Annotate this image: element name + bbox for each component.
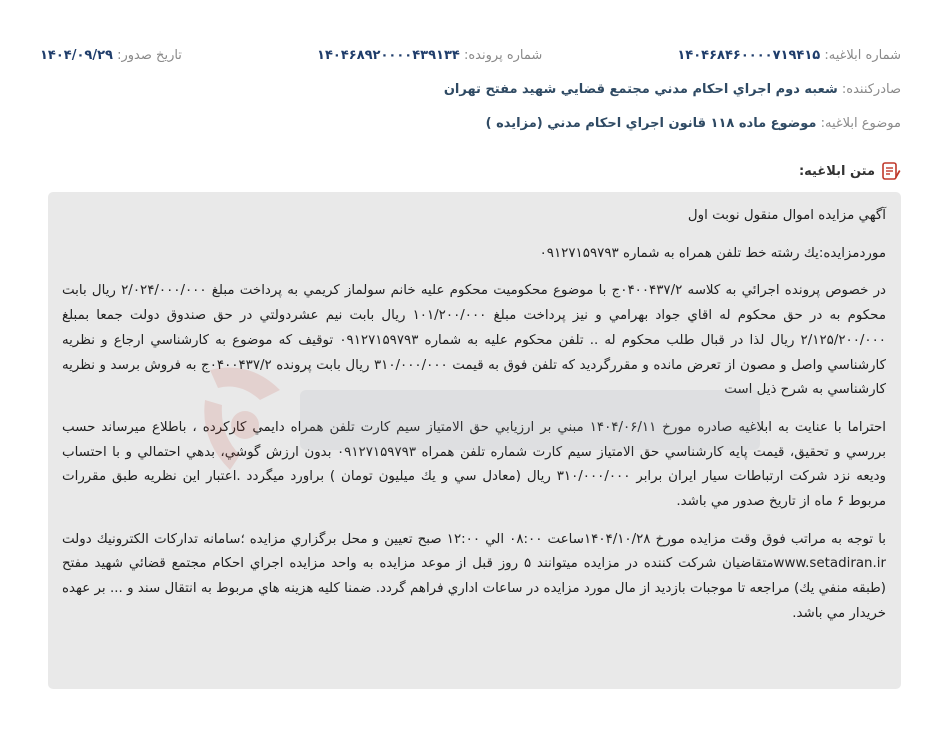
issuer-value: شعبه دوم اجراي احكام مدني مجتمع قضايي شهيد مفتح تهران: [443, 82, 838, 97]
issue-date: [40, 46, 182, 66]
notice-number-value: ۱۴۰۴۶۸۴۶۰۰۰۰۷۱۹۴۱۵: [677, 48, 821, 63]
subject-label: موضوع ابلاغيه:: [820, 116, 901, 131]
notice-body: [48, 192, 901, 689]
notice-text-header: [799, 160, 901, 182]
case-number: [317, 46, 542, 66]
notice-paragraph-1: آگهي مزايده اموال منقول نوبت اول: [687, 208, 886, 223]
notice-text-title: متن ابلاغيه:: [798, 163, 875, 179]
issuer-label: صادرکننده:: [841, 82, 901, 97]
meta-row-numbers: [40, 46, 901, 66]
notice-number-label: شماره ابلاغيه:: [824, 48, 901, 63]
case-number-value: ۱۴۰۴۶۸۹۲۰۰۰۰۴۳۹۱۳۴: [317, 48, 460, 63]
notice-paragraph-2: موردمزايده:يك رشته خط تلفن همراه به شماره ۰۹۱۲۷۱۵۹۷۹۳: [539, 245, 886, 261]
issuer-row: [40, 80, 901, 100]
case-number-label: شماره پرونده:: [463, 48, 543, 63]
document-edit-icon: [881, 160, 901, 182]
issue-date-value: ۱۴۰۴/۰۹/۲۹: [40, 48, 113, 63]
subject-value: موضوع ماده ۱۱۸ قانون اجراي احكام مدني (مزايده ): [485, 116, 817, 131]
subject-row: [40, 114, 901, 134]
notice-paragraph-5: با توجه به مراتب فوق وقت مزايده مورخ ۱۴۰۴/۱۰/۲۸ساعت ۰۸:۰۰ الي ۱۲:۰۰ صبح تعيين و محل برگزاري مزايده ؛سامانه تداركات الكترونيك دولت www.setadiran.irمتقاضيان شركت كننده در مزايده ميتوانند ۵ روز قبل از موعد مزايده به واحد مزايده اجراي احكام مجتمع قضائي شهيد مفتح (طبقه منفي يك) مراجعه تا موجبات بازديد از مال مورد مزايده در ساعات اداري فراهم گردد. ضمنا كليه هزينه هاي مربوط به انتقال سند و ... بر عهده خريدار مي باشد.: [62, 531, 886, 621]
notice-paragraph-4: احتراما با عنايت به ابلاغيه صادره مورخ ۱۴۰۴/۰۶/۱۱ مبني بر ارزيابي حق الامتياز سيم كارت تلفن همراه دايمي كاركرده ، باطلاع ميرساند حسب بررسي و تحقيق، قيمت پايه كارشناسي حق الامتياز سيم كارت شماره تلفن همراه ۰۹۱۲۷۱۵۹۷۹۳ بدون ارزش گوشي، بدهي احتمالي و با احتساب وديعه نزد شركت ارتباطات سيار ايران برابر ۳۱۰/۰۰۰/۰۰۰ ريال (معادل سي و يك ميليون تومان ) براورد ميگردد .اعتبار اين نظريه طبق مقررات مربوط ۶ ماه از تاريخ صدور مي باشد.: [62, 419, 887, 510]
notice-paragraph-3: در خصوص پرونده اجرائي به كلاسه ۰۴۰۰۴۳۷/۲ج با موضوع محكوميت محكوم عليه خانم سولماز كريمي به پرداخت مبلغ ۲/۰۲۴/۰۰۰/۰۰۰ ريال بابت محكوم به در حق محكوم له اقاي جواد بهرامي و نيز پرداخت مبلغ ۱۰۱/۲۰۰/۰۰۰ ريال بابت نيم عشردولتي در حق صندوق دولت جمعا بمبلغ ۲/۱۲۵/۲۰۰/۰۰۰ ريال لذا در قبال طلب محكوم له .. تلفن محكوم عليه به شماره ۰۹۱۲۷۱۵۹۷۹۳ توقيف كه موضوع به كارشناسي ارجاع و نظريه كارشناسي واصل و مصون از تعرض مانده و مقررگرديد كه تلفن فوق به قيمت ۳۱۰/۰۰۰/۰۰۰ ريال بابت پرونده ۰۴۰۰۴۳۷/۲ج به فروش برسد و نظريه كارشناسي به شرح ذيل است: [62, 283, 887, 398]
notice-number: [677, 46, 901, 66]
issue-date-label: تاريخ صدور:: [117, 48, 182, 63]
